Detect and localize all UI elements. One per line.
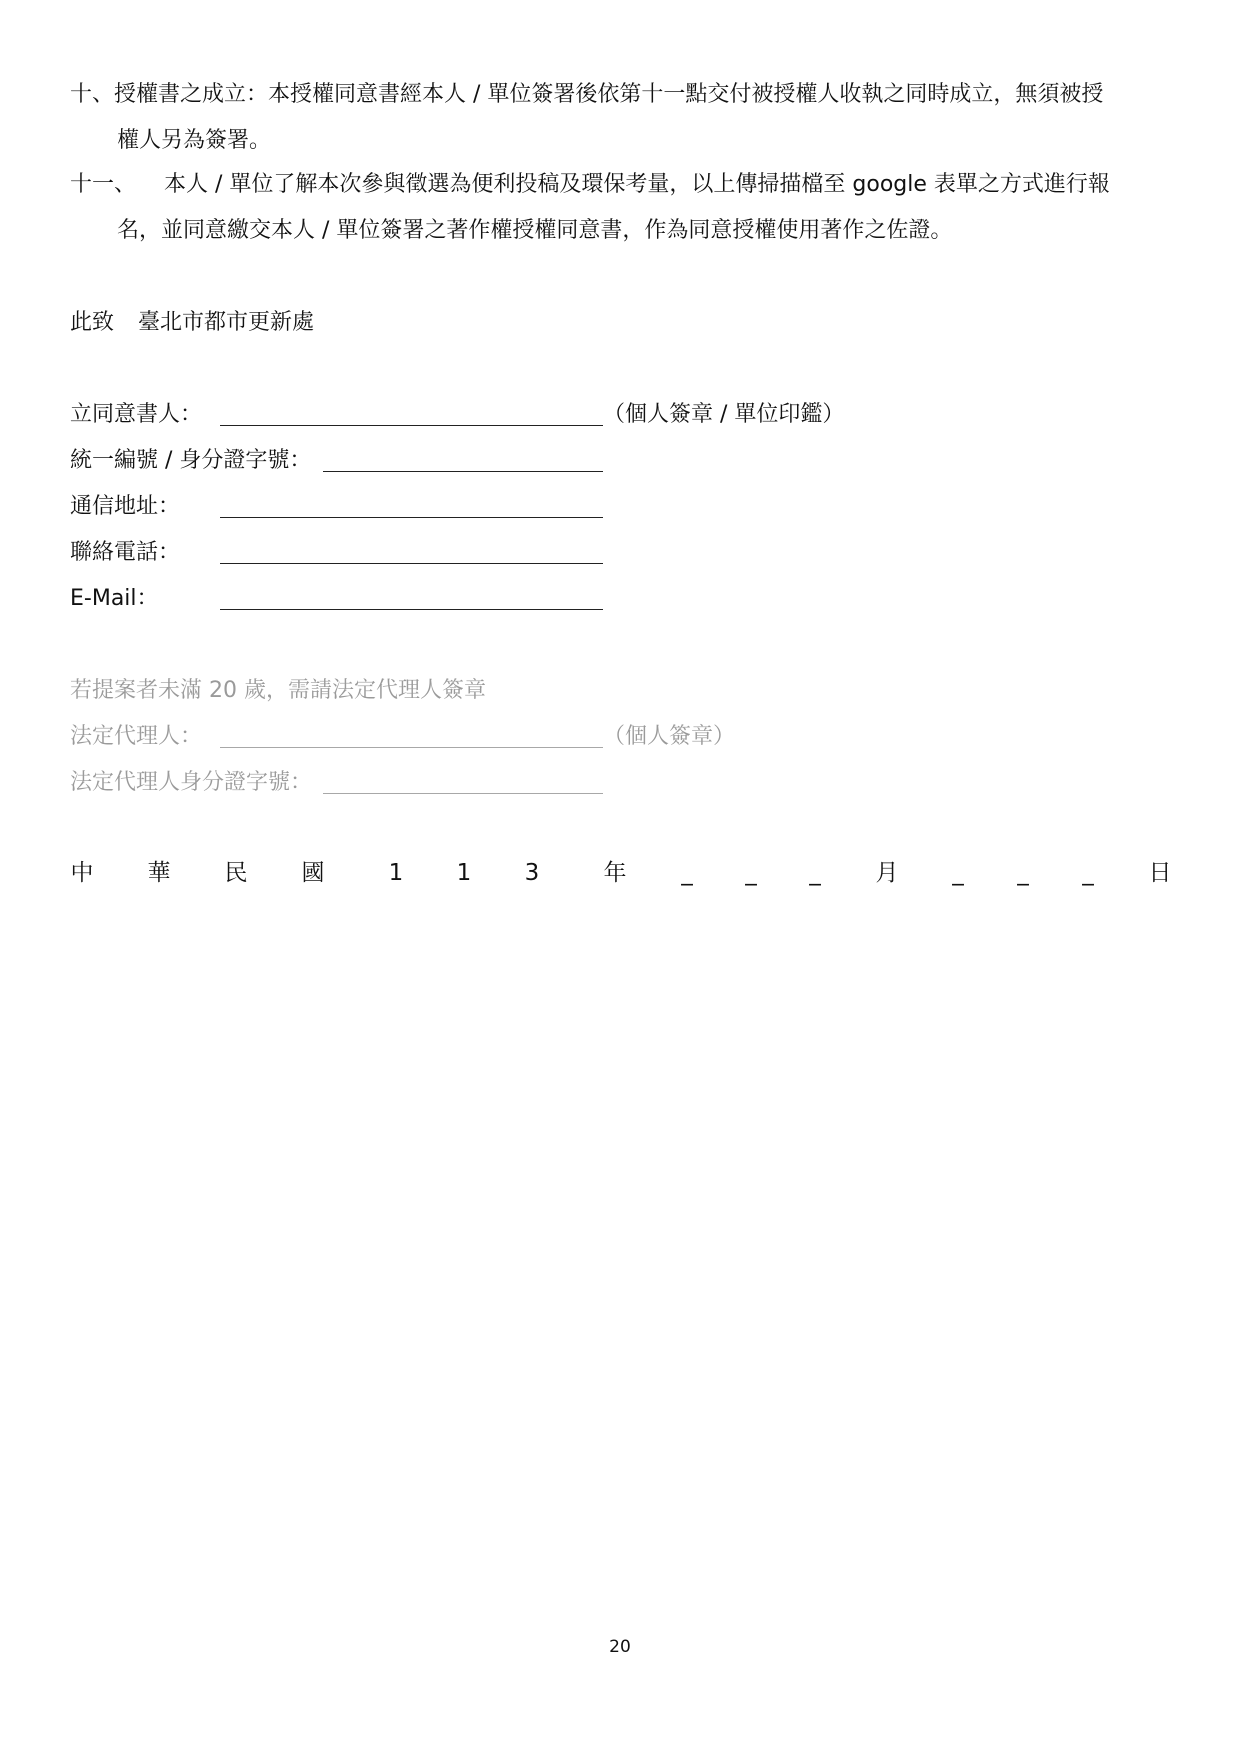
date-char: 3: [524, 860, 540, 886]
clause-10-line-1: [70, 80, 1103, 110]
date-char: 中: [70, 860, 94, 886]
phone-line[interactable]: [220, 563, 603, 564]
email-line[interactable]: [220, 609, 603, 610]
guardian-suffix: （個人簽章）: [603, 724, 736, 749]
guardian-id-label: 法定代理人身分證字號：: [70, 770, 313, 795]
date-char: 月: [875, 860, 899, 886]
date-month-blank[interactable]: _: [745, 860, 757, 886]
clause-10-line-2: 權人另為簽署。: [117, 128, 272, 153]
signer-suffix: （個人簽章 / 單位印鑑）: [603, 402, 845, 427]
clause-11-line-2: 名，並同意繳交本人 / 單位簽署之著作權授權同意書，作為同意授權使用著作之佐證。: [117, 218, 953, 243]
clause-10-number: 十、: [70, 82, 115, 107]
address-label: 通信地址：: [70, 494, 181, 519]
address-line[interactable]: [220, 517, 603, 518]
page-number: 20: [609, 1637, 631, 1657]
date-char: 1: [388, 860, 404, 886]
salutation-recipient: 臺北市都市更新處: [138, 310, 315, 335]
salutation: [70, 308, 314, 338]
guardian-note: 若提案者未滿 20 歲，需請法定代理人簽章: [70, 678, 486, 703]
date-char: 年: [603, 860, 627, 886]
id-number-label: 統一編號 / 身分證字號：: [70, 448, 312, 473]
date-month-blank[interactable]: _: [809, 860, 821, 886]
salutation-prefix: 此致: [70, 310, 115, 335]
date-day-blank[interactable]: _: [1082, 860, 1094, 886]
date-month-blank[interactable]: _: [681, 860, 693, 886]
signer-label: 立同意書人：: [70, 402, 203, 427]
clause-11-text: 本人 / 單位了解本次參與徵選為便利投稿及環保考量，以上傳掃描檔至 google 表單之方式進行報: [164, 172, 1110, 197]
signer-signature-line[interactable]: [220, 425, 603, 426]
guardian-signature-line[interactable]: [220, 747, 603, 748]
date-char: 華: [147, 860, 171, 886]
clause-10-text: 授權書之成立：本授權同意書經本人 / 單位簽署後依第十一點交付被授權人收執之同時成立，無須被授: [114, 82, 1104, 107]
date-day-blank[interactable]: _: [952, 860, 964, 886]
email-label: E-Mail：: [70, 586, 159, 611]
date-char: 民: [224, 860, 248, 886]
date-char: 1: [456, 860, 472, 886]
id-number-line[interactable]: [323, 471, 603, 472]
clause-11-line-1: [70, 170, 1110, 200]
date-char: 日: [1148, 860, 1172, 886]
date-day-blank[interactable]: _: [1017, 860, 1029, 886]
date-char: 國: [301, 860, 325, 886]
guardian-label: 法定代理人：: [70, 724, 203, 749]
guardian-id-line[interactable]: [323, 793, 603, 794]
phone-label: 聯絡電話：: [70, 540, 181, 565]
clause-11-number: 十一、: [70, 172, 137, 197]
